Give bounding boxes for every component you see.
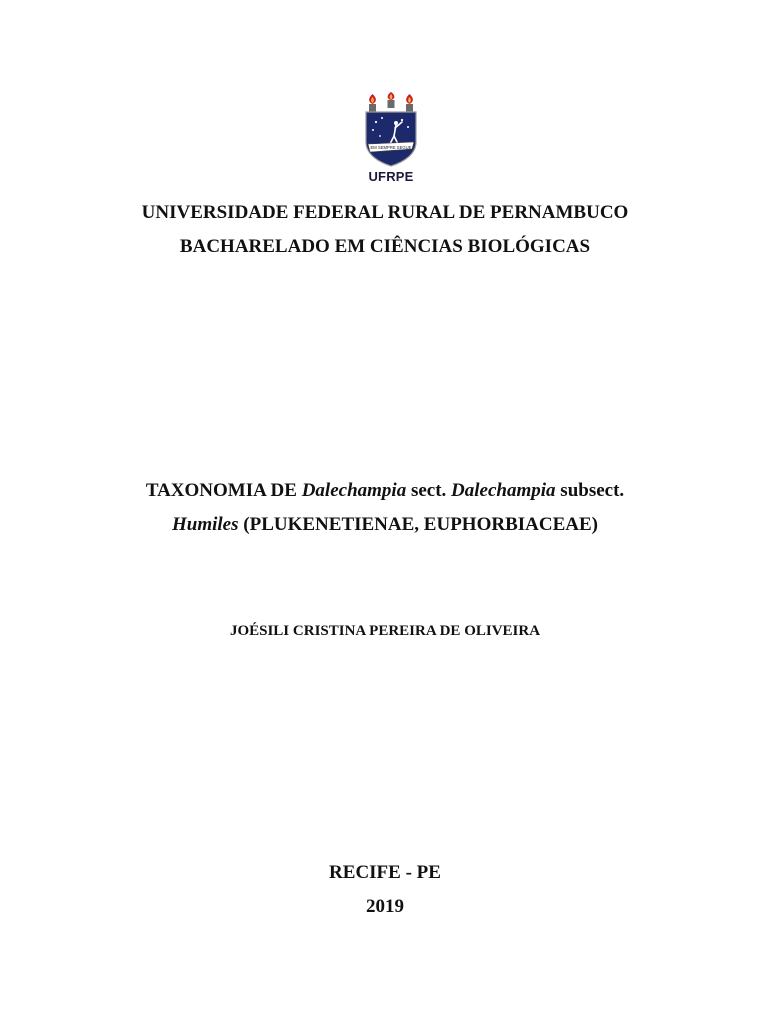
place: RECIFE - PE (329, 862, 441, 883)
institution-name: UNIVERSIDADE FEDERAL RURAL DE PERNAMBUCO (141, 202, 629, 223)
title-text: TAXONOMIA DE (145, 480, 302, 501)
year: 2019 (366, 896, 404, 917)
title-text: subsect. (555, 480, 625, 501)
torch-flames-icon (369, 92, 413, 112)
course-name: BACHARELADO EM CIÊNCIAS BIOLÓGICAS (179, 236, 591, 257)
shield-icon (366, 112, 416, 166)
thesis-title-line-1 (0, 480, 770, 502)
title-text: (PLUKENETIENAE, EUPHORBIACEAE) (238, 514, 598, 535)
thesis-title-line-2 (0, 514, 770, 536)
logo-motto: EM SEMPRE SEGUE (370, 145, 412, 150)
university-logo (358, 92, 424, 186)
section-name: Dalechampia (451, 480, 556, 501)
author-name: JOÉSILI CRISTINA PEREIRA DE OLIVEIRA (229, 623, 541, 639)
title-text: sect. (406, 480, 452, 501)
genus-name: Dalechampia (301, 480, 407, 501)
subsection-name: Humiles (172, 514, 239, 535)
logo-wordmark: UFRPE (368, 169, 414, 184)
ufrpe-crest-icon (358, 92, 424, 168)
